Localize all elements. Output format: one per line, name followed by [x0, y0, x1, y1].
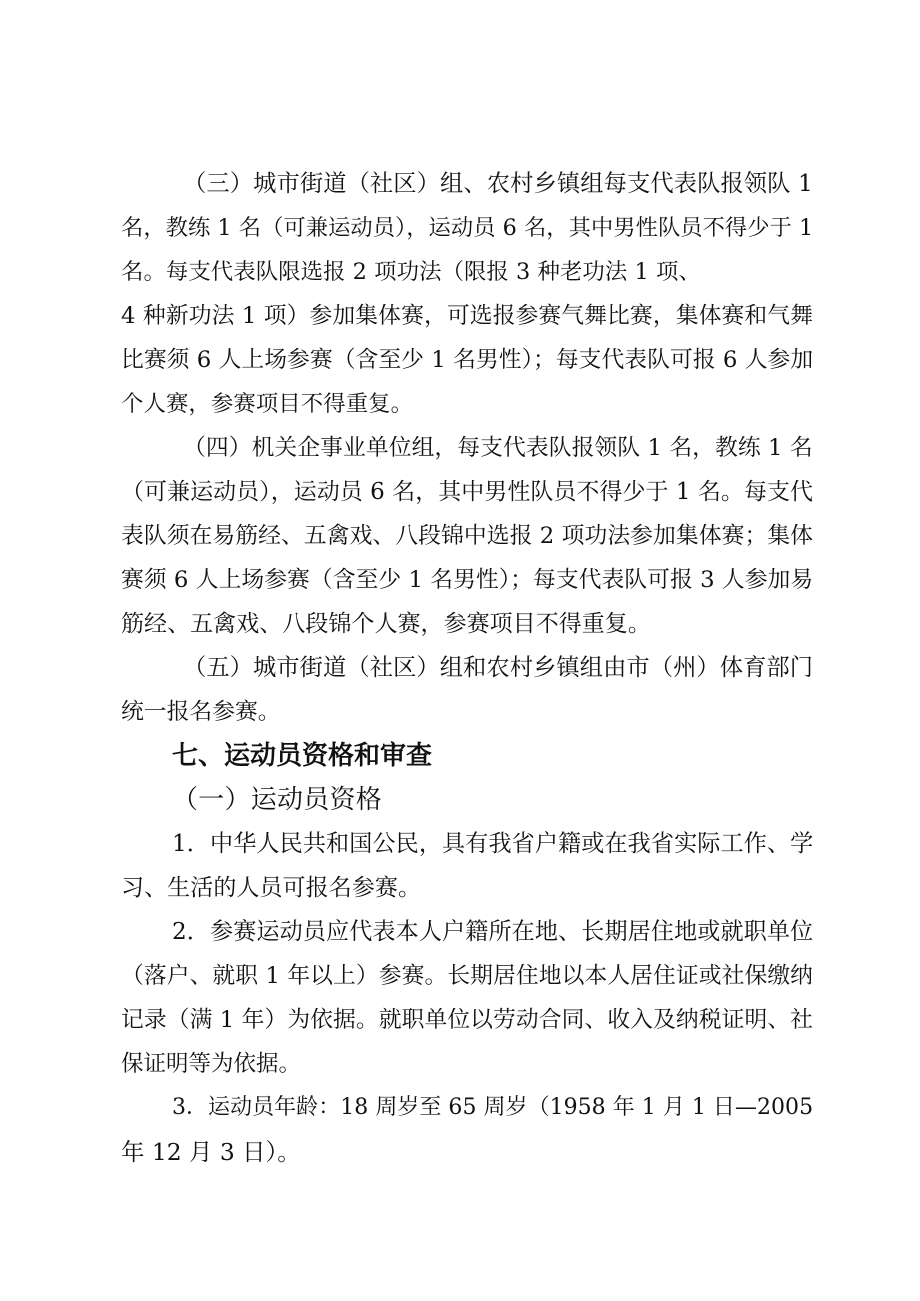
chapter7-heading: 七、运动员资格和审查: [172, 741, 433, 771]
section5-line-2: 统一报名参赛。: [121, 699, 281, 725]
section4-line-1: （四）机关企事业单位组，每支代表队报领队 1 名，教练 1 名: [183, 435, 813, 461]
item1-line-2: 习、生活的人员可报名参赛。: [121, 875, 422, 901]
item2-line-3: 记录（满 1 年）为依据。就职单位以劳动合同、收入及纳税证明、社: [121, 1007, 814, 1033]
section4-line-4: 赛须 6 人上场参赛（含至少 1 名男性）；每支代表队可报 3 人参加易: [121, 567, 814, 593]
section3-line-4: 4 种新功法 1 项）参加集体赛，可选报参赛气舞比赛，集体赛和气舞: [121, 303, 814, 329]
section3-line-5: 比赛须 6 人上场参赛（含至少 1 名男性）；每支代表队可报 6 人参加: [121, 347, 814, 373]
chapter7-subheading: （一）运动员资格: [172, 785, 383, 815]
item1-line-1: 1．中华人民共和国公民，具有我省户籍或在我省实际工作、学: [172, 831, 814, 857]
item2-line-1: 2．参赛运动员应代表本人户籍所在地、长期居住地或就职单位: [172, 919, 814, 945]
item2-line-2: （落户、就职 1 年以上）参赛。长期居住地以本人居住证或社保缴纳: [121, 963, 814, 989]
section3-line-6: 个人赛，参赛项目不得重复。: [121, 391, 414, 417]
item2-line-4: 保证明等为依据。: [121, 1051, 302, 1077]
section5-line-1: （五）城市街道（社区）组和农村乡镇组由市（州）体育部门: [183, 654, 814, 681]
section4-line-3: 表队须在易筋经、五禽戏、八段锦中选报 2 项功法参加集体赛；集体: [121, 523, 814, 549]
item3-line-1: 3．运动员年龄：18 周岁至 65 周岁（1958 年 1 月 1 日—2005: [172, 1095, 814, 1120]
section4-line-2: （可兼运动员），运动员 6 名，其中男性队员不得少于 1 名。每支代: [121, 479, 814, 505]
section3-line-1: （三）城市街道（社区）组、农村乡镇组每支代表队报领队 1: [183, 170, 813, 197]
section3-line-3: 名。每支代表队限选报 2 项功法（限报 3 种老功法 1 项、: [121, 259, 701, 285]
item3-line-2: 年 12 月 3 日）。: [121, 1138, 301, 1166]
section4-line-5: 筋经、五禽戏、八段锦个人赛，参赛项目不得重复。: [121, 611, 651, 637]
section3-line-2: 名，教练 1 名（可兼运动员），运动员 6 名，其中男性队员不得少于 1: [121, 215, 814, 241]
